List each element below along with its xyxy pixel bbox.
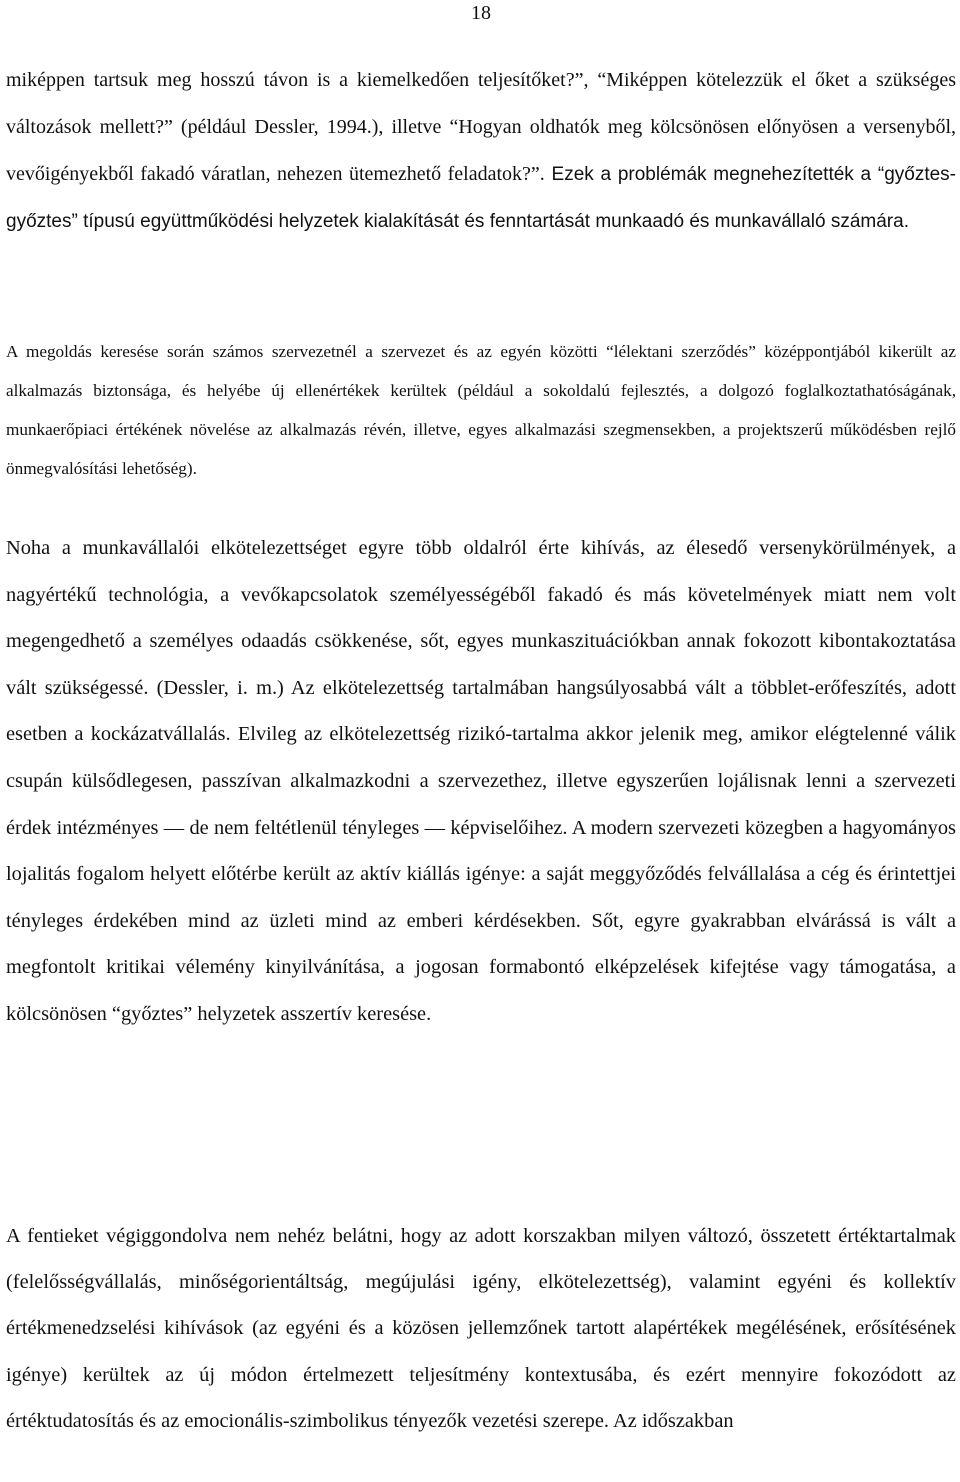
paragraph-4: A fentieket végiggondolva nem nehéz belátni, hogy az adott korszakban milyen változó, összetett értéktartalmak (felelősségvállalás, minőségorientáltság, megújulási igény, elkötelezettség), valamint egyéni és kollektív értékmenedzselési kihívások (az egyéni és a közösen jellemzőnek tartott alapértékek megélésének, erősítésének igénye) kerültek az új módon értelmezett teljesítmény kontextusába, és ezért mennyire fokozódott az értéktudatosítás és az emocionális-szimbolikus tényezők vezetési szerepe. Az időszakban	[6, 1225, 956, 1432]
paragraph-1	[6, 57, 956, 245]
paragraph-1-serif-text: miképpen tartsuk meg hosszú távon is a kiemelkedően teljesítőket?”, “Miképpen kötelezzük el őket a szükséges változások mellett?” (például Dessler, 1994.), illetve “Hogyan oldhatók meg kölcsönösen előnyösen a versenyből, vevőigényekből fakadó váratlan, nehezen ütemezhető feladatok?”.	[6, 69, 956, 185]
paragraph-1-sans-text: Ezek a problémák megnehezítették a “győztes-győztes” típusú együttműködési helyzetek kialakítását és fenntartását munkaadó és munkavállaló számára.	[6, 164, 956, 232]
paragraph-3: Noha a munkavállalói elkötelezettséget egyre több oldalról érte kihívás, az élesedő versenykörülmények, a nagyértékű technológia, a vevőkapcsolatok személyességéből fakadó és más követelmények miatt nem volt megengedhető a személyes odaadás csökkenése, sőt, egyes munkaszituációkban annak fokozott kibontakoztatása vált szükségessé. (Dessler, i. m.) Az elkötelezettség tartalmában hangsúlyosabbá vált a többlet-erőfeszítés, adott esetben a kockázatvállalás. Elvileg az elkötelezettség rizikó-tartalma akkor jelenik meg, amikor elégtelenné válik csupán külsődlegesen, passzívan alkalmazkodni a szervezethez, illetve egyszerűen lojálisnak lenni a szervezeti érdek intézményes — de nem feltétlenül tényleges — képviselőihez. A modern szervezeti közegben a hagyományos lojalitás fogalom helyett előtérbe került az aktív kiállás igénye: a saját meggyőződés felvállalása a cég és érintettjei tényleges érdekében mind az üzleti mind az emberi kérdésekben. Sőt, egyre gyakrabban elvárássá is vált a megfontolt kritikai vélemény kinyilvánítása, a jogosan formabontó elképzelések kifejtése vagy támogatása, a kölcsönösen “győztes” helyzetek asszertív keresése.	[6, 537, 956, 1025]
paragraph-2: A megoldás keresése során számos szervezetnél a szervezet és az egyén közötti “lélektani szerződés” középpontjából kikerült az alkalmazás biztonsága, és helyébe új ellenértékek kerültek (például a sokoldalú fejlesztés, a dolgozó foglalkoztathatóságának, munkaerőpiaci értékének növelése az alkalmazás révén, illetve, egyes alkalmazási szegmensekben, a projektszerű működésben rejlő önmegvalósítási lehetőség).	[6, 342, 956, 478]
page-number: 18	[471, 2, 491, 24]
